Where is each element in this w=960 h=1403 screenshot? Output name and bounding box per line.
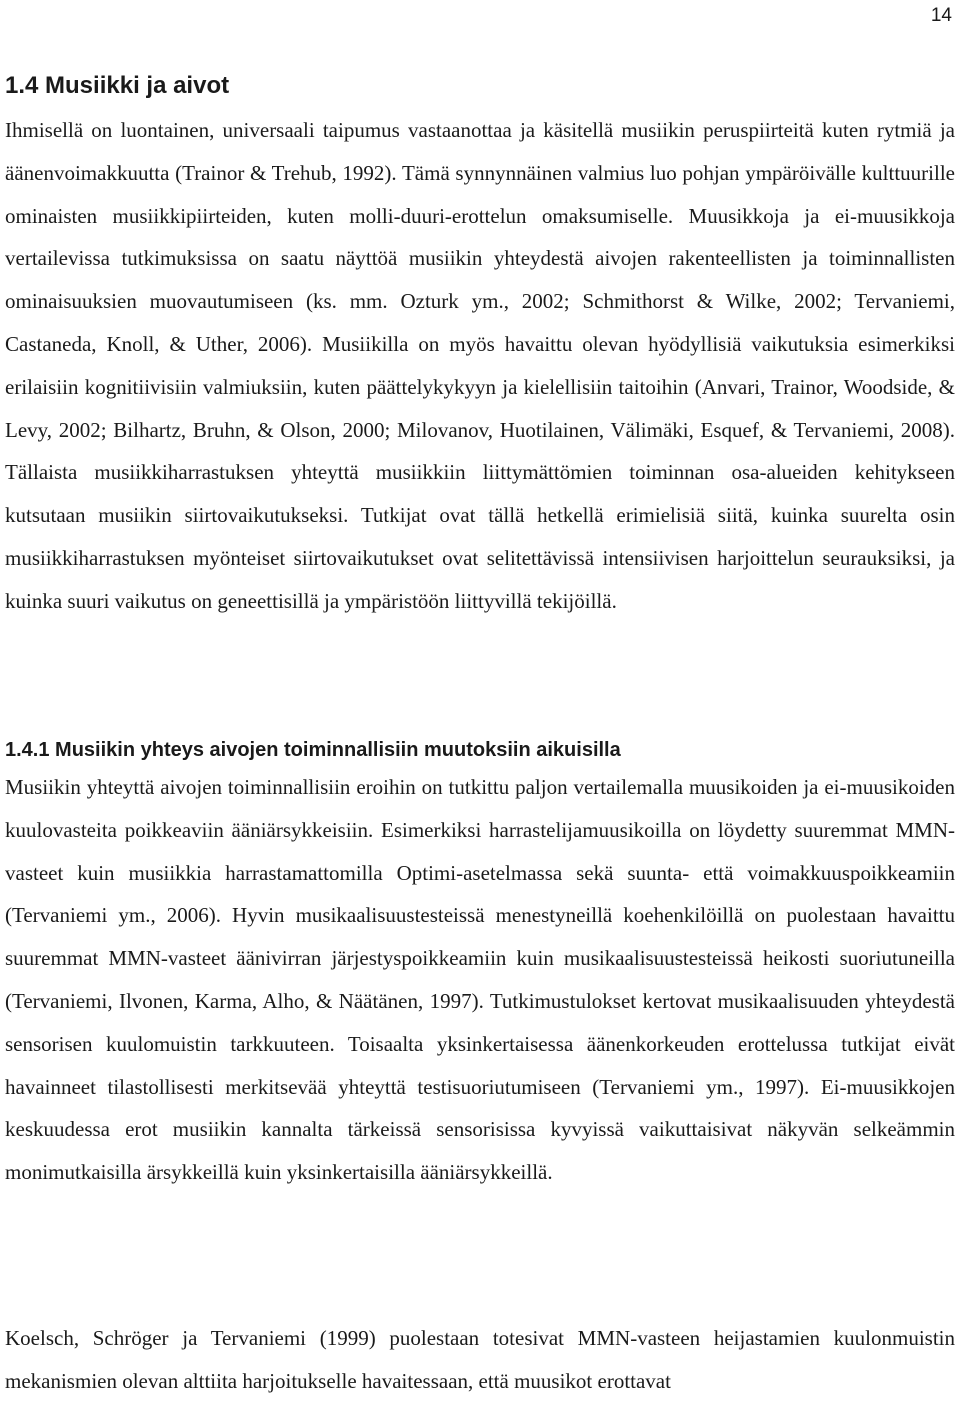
subsection-paragraph-1: Musiikin yhteyttä aivojen toiminnallisiin eroihin on tutkittu paljon vertailemalla muusikoiden ja ei-muusikoiden kuulovasteita poikkeaviin ääniärsykkeisiin. Esimerkiksi harrastelijamuusikoilla on löydetty suuremmat MMN-vasteet kuin musiikkia harrastamattomilla Optimi-asetelmassa sekä suunta- että voimakkuuspoikkeamiin (Tervaniemi ym., 2006). Hyvin musikaalisuustesteissä menestyneillä koehenkilöillä on puolestaan havaittu suuremmat MMN-vasteet äänivirran järjestyspoikkeamiin kuin musikaalisuustesteissä heikosti suoriutuneilla (Tervaniemi, Ilvonen, Karma, Alho, & Näätänen, 1997). Tutkimustulokset kertovat musikaalisuuden yhteydestä sensorisen kuulomuistin tarkkuuteen. Toisaalta yksinkertaisessa äänenkorkeuden erottelussa tutkijat eivät havainneet tilastollisesti merkitsevää yhteyttä testisuoriutumiseen (Tervaniemi ym., 1997). Ei-muusikkojen keskuudessa erot musiikin kannalta tärkeissä sensorisissa kyvyissä vaikuttaisivat näkyvän selkeämmin monimutkaisilla ärsykkeillä kuin yksinkertaisilla ääniärsykkeillä. (5, 775, 955, 1185)
section-paragraph: Ihmisellä on luontainen, universaali taipumus vastaanottaa ja käsitellä musiikin peruspiirteitä kuten rytmiä ja äänenvoimakkuutta (Trainor & Trehub, 1992). Tämä synnynnäinen valmius luo pohjan ympäröivälle kulttuurille ominaisten musiikkipiirteiden, kuten molli-duuri-erottelun omaksumiselle. Muusikkoja ja ei-muusikkoja vertailevissa tutkimuksissa on saatu näyttöä musiikin yhteydestä aivojen rakenteellisten ja toiminnallisten ominaisuuksien muovautumiseen (ks. mm. Ozturk ym., 2002; Schmithorst & Wilke, 2002; Tervaniemi, Castaneda, Knoll, & Uther, 2006). Musiikilla on myös havaittu olevan hyödyllisiä vaikutuksia esimerkiksi erilaisiin kognitiivisiin valmiuksiin, kuten päättelykykyyn ja kielellisiin taitoihin (Anvari, Trainor, Woodside, & Levy, 2002; Bilhartz, Bruhn, & Olson, 2000; Milovanov, Huotilainen, Välimäki, Esquef, & Tervaniemi, 2008). Tällaista musiikkiharrastuksen yhteyttä musiikkiin liittymättömien toiminnan osa-alueiden kehitykseen kutsutaan musiikin siirtovaikutukseksi. Tutkijat ovat tällä hetkellä erimielisiä siitä, kuinka suurelta osin musiikkiharrastuksen myönteiset siirtovaikutukset ovat selitettävissä intensiivisen harjoittelun seurauksiksi, ja kuinka suuri vaikutus on geneettisillä ja ympäristöön liittyvillä tekijöillä. (5, 118, 955, 613)
section-heading: 1.4 Musiikki ja aivot (5, 72, 230, 99)
subsection-heading: 1.4.1 Musiikin yhteys aivojen toiminnallisiin muutoksiin aikuisilla (5, 739, 621, 761)
subsection-paragraph-2: Koelsch, Schröger ja Tervaniemi (1999) puolestaan totesivat MMN-vasteen heijastamien kuulonmuistin mekanismien olevan alttiita harjoitukselle havaitessaan, että muusikot erottavat (5, 1326, 955, 1393)
page-number: 14 (930, 5, 952, 26)
